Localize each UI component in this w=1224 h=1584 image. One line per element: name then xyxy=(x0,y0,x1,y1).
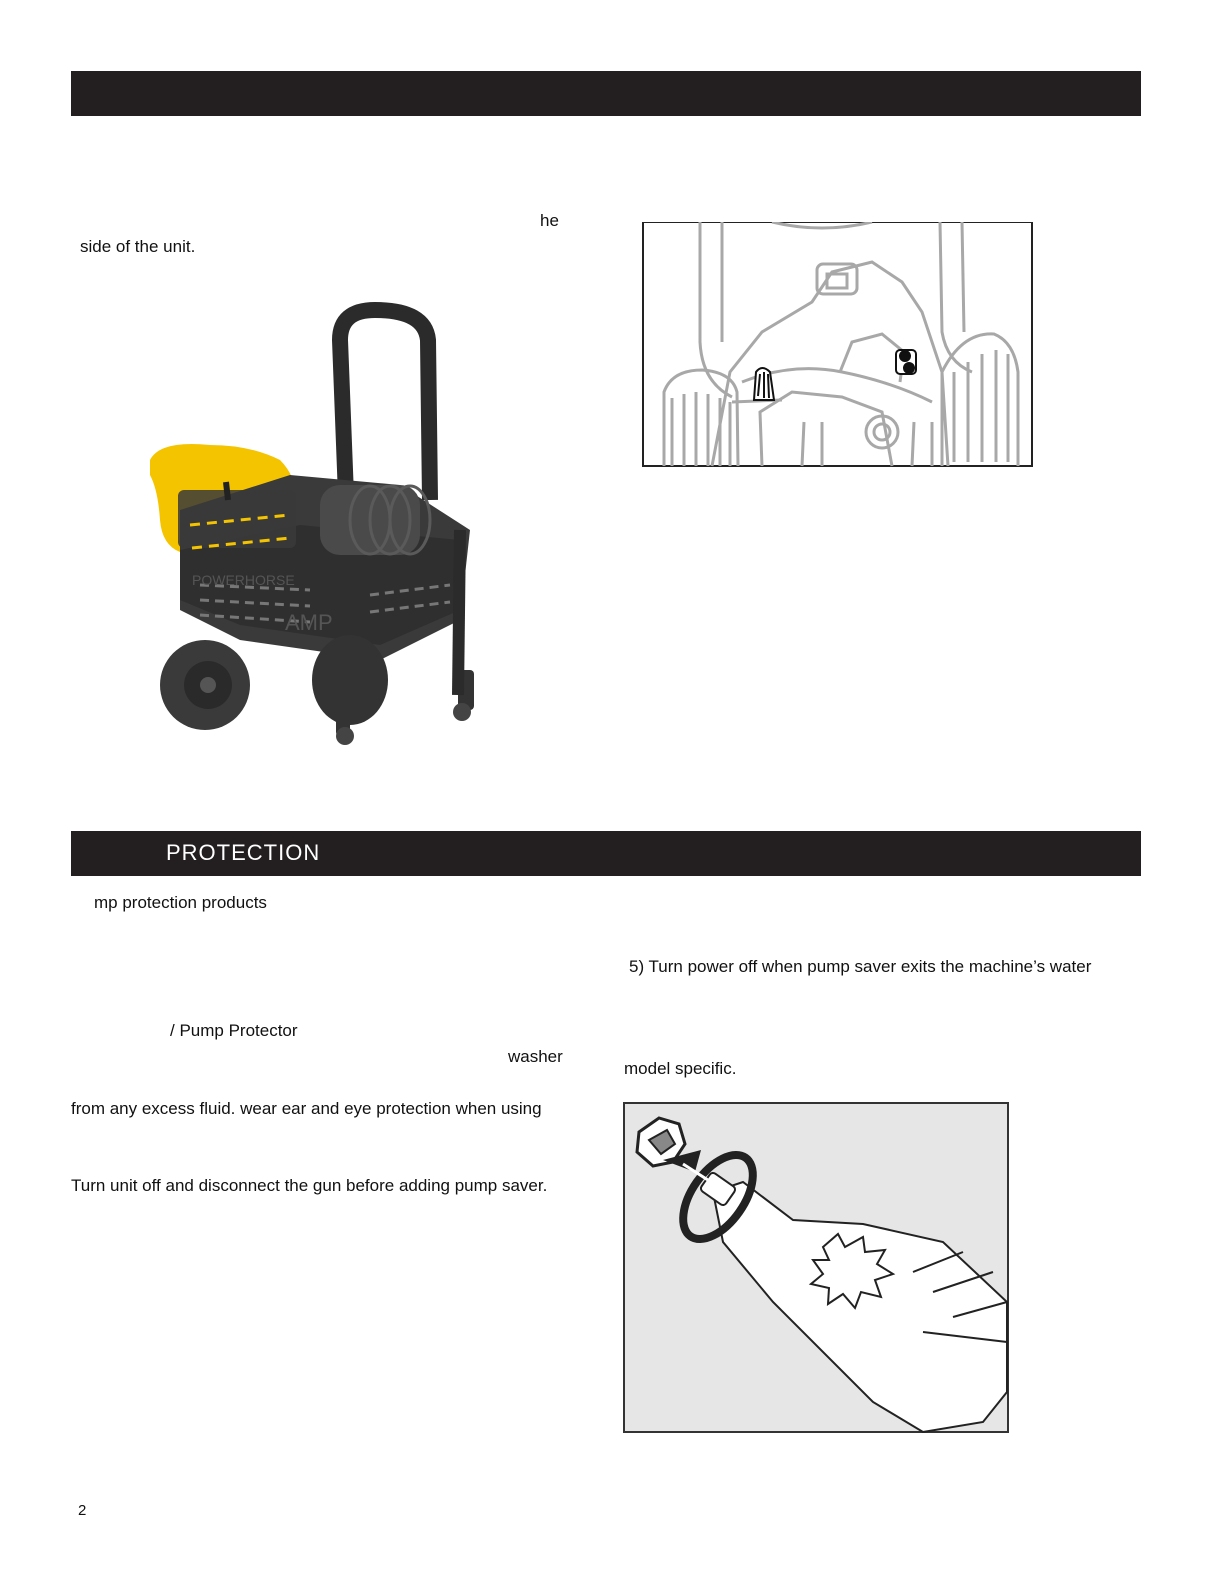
text-turn-unit-off: Turn unit off and disconnect the gun before adding pump saver. xyxy=(71,1176,548,1195)
pump-saver-bottle-figure xyxy=(623,1102,1010,1434)
text-side-of-unit: side of the unit. xyxy=(80,237,196,256)
text-excess-fluid: from any excess fluid. wear ear and eye protection when using xyxy=(71,1099,542,1118)
pump-closeup-figure xyxy=(642,222,1034,468)
washer-brand-label: POWERHORSE xyxy=(192,572,295,588)
section-header-bar xyxy=(71,831,1141,876)
text-pump-protector: / Pump Protector xyxy=(170,1021,298,1040)
section-title: PROTECTION xyxy=(166,840,321,865)
page-number: 2 xyxy=(78,1502,87,1519)
text-step-5: 5) Turn power off when pump saver exits the machine’s water xyxy=(629,957,1092,976)
pressure-washer-figure xyxy=(140,300,500,750)
washer-model-label: AMP xyxy=(285,610,333,635)
text-washer: washer xyxy=(508,1047,563,1066)
header-bar-top xyxy=(71,71,1141,116)
text-fragment-he: he xyxy=(540,211,559,230)
text-protection-products: mp protection products xyxy=(94,893,267,912)
text-model-specific: model specific. xyxy=(624,1059,737,1078)
